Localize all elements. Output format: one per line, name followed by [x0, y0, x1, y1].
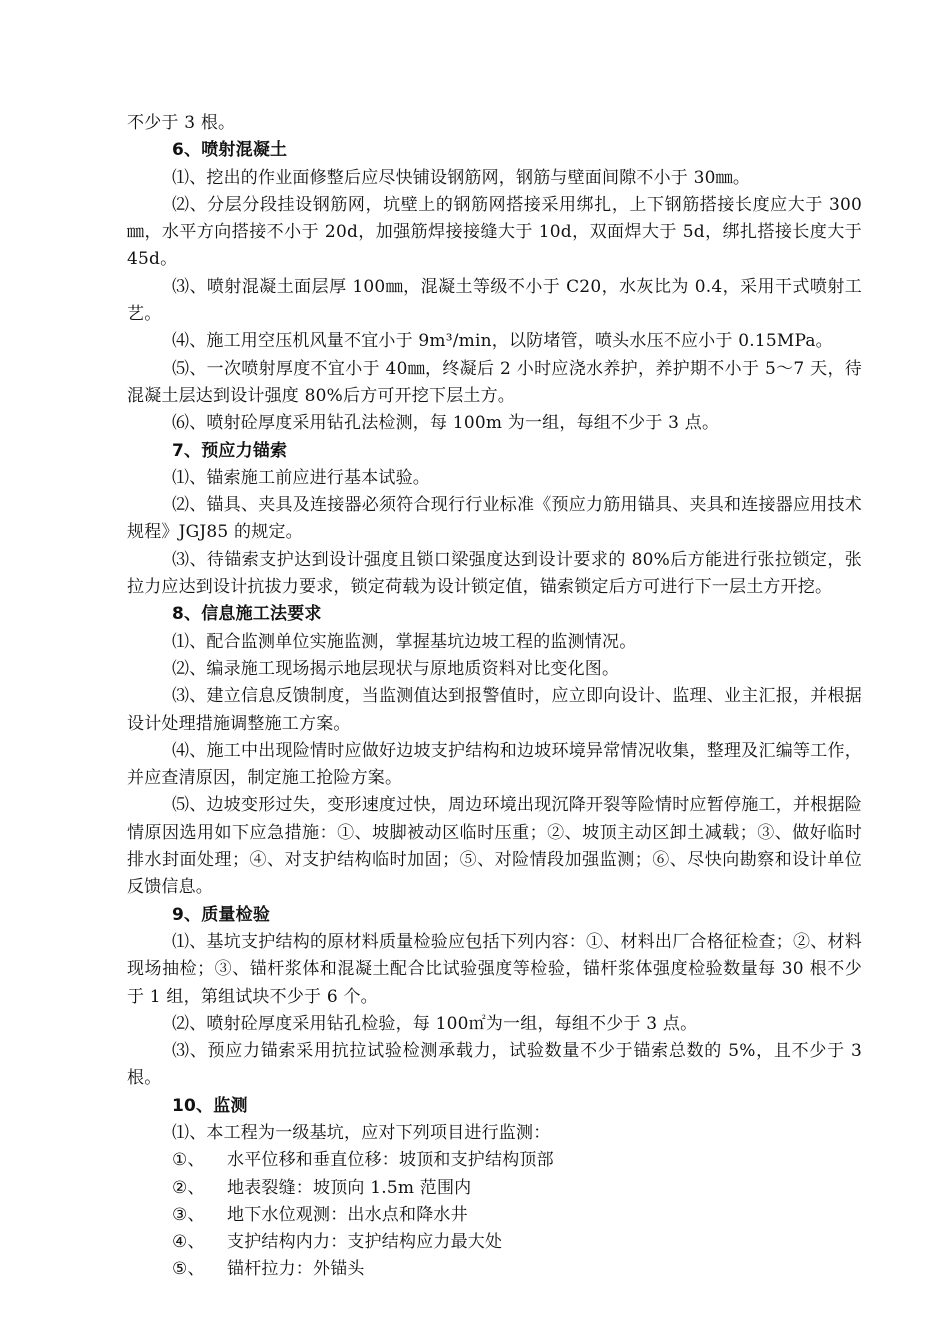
list-item-number: ③、	[172, 1204, 205, 1225]
section-heading-8: 8、信息施工法要求	[172, 604, 322, 625]
paragraph-8-1: ⑴、配合监测单位实施监测，掌握基坑边坡工程的监测情况。	[172, 631, 637, 652]
paragraph-8-4: ⑷、施工中出现险情时应做好边坡支护结构和边坡环境异常情况收集，整理及汇编等工作，并应查清原因，制定施工抢险方案。	[127, 740, 862, 789]
paragraph-9-3: ⑶、预应力锚索采用抗拉试验检测承载力，试验数量不少于锚索总数的 5%，且不少于 3 根。	[127, 1041, 862, 1089]
paragraph-8-2: ⑵、编录施工现场揭示地层现状与原地质资料对比变化图。	[172, 658, 620, 679]
list-item-number: ⑤、	[172, 1259, 205, 1280]
list-item-text: 支护结构内力：支护结构应力最大处	[227, 1232, 503, 1253]
paragraph-7-2: ⑵、锚具、夹具及连接器必须符合现行行业标准《预应力筋用锚具、夹具和连接器应用技术规程》JGJ85 的规定。	[127, 495, 862, 543]
paragraph-7-1: ⑴、锚索施工前应进行基本试验。	[172, 467, 430, 488]
section-heading-9: 9、质量检验	[172, 904, 271, 925]
list-item	[127, 1175, 862, 1202]
paragraph-6-5: ⑸、一次喷射厚度不宜小于 40㎜，终凝后 2 小时应浇水养护，养护期不小于 5～7 天，待混凝土层达到设计强度 80%后方可开挖下层土方。	[127, 358, 862, 406]
list-item-text: 锚杆拉力：外锚头	[227, 1259, 365, 1280]
paragraph-9-1: ⑴、基坑支护结构的原材料质量检验应包括下列内容：①、材料出厂合格征检查；②、材料现场抽检；③、锚杆浆体和混凝土配合比试验强度等检验，锚杆浆体强度检验数量每 30 根不少于 1 组，第组试块不少于 6 个。	[127, 931, 862, 1007]
paragraph-6-2: ⑵、分层分段挂设钢筋网，坑壁上的钢筋网搭接采用绑扎，上下钢筋搭接长度应大于 300㎜，水平方向搭接不小于 20d，加强筋焊接接缝大于 10d，双面焊大于 5d，绑扎搭接长度大于 45d。	[127, 194, 862, 270]
paragraph-6-4: ⑷、施工用空压机风量不宜小于 9m³/min，以防堵管，喷头水压不应小于 0.15MPa。	[172, 331, 833, 352]
list-item-text: 水平位移和垂直位移：坡顶和支护结构顶部	[227, 1150, 554, 1171]
list-item-number: ①、	[172, 1150, 205, 1171]
paragraph-continuation: 不少于 3 根。	[127, 113, 236, 133]
section-heading-7: 7、预应力锚索	[172, 440, 288, 461]
paragraph-9-2: ⑵、喷射砼厚度采用钻孔检验，每 100㎡为一组，每组不少于 3 点。	[172, 1013, 698, 1034]
paragraph-7-3: ⑶、待锚索支护达到设计强度且锁口梁强度达到设计要求的 80%后方能进行张拉锁定，张拉力应达到设计抗拔力要求，锁定荷载为设计锁定值，锚索锁定后方可进行下一层土方开挖。	[127, 549, 862, 598]
list-item	[127, 1229, 862, 1256]
paragraph-6-6: ⑹、喷射砼厚度采用钻孔法检测，每 100m 为一组，每组不少于 3 点。	[172, 413, 720, 434]
list-item	[127, 1202, 862, 1229]
list-item-text: 地下水位观测：出水点和降水井	[227, 1204, 468, 1225]
list-item-number: ④、	[172, 1232, 205, 1253]
section-heading-6: 6、喷射混凝土	[172, 140, 288, 161]
list-item-number: ②、	[172, 1177, 205, 1198]
list-item	[127, 1256, 862, 1283]
paragraph-8-3: ⑶、建立信息反馈制度，当监测值达到报警值时，应立即向设计、监理、业主汇报，并根据设计处理措施调整施工方案。	[127, 686, 862, 734]
list-item-text: 地表裂缝：坡顶向 1.5m 范围内	[227, 1177, 472, 1198]
list-item	[127, 1147, 862, 1174]
section-heading-10: 10、监测	[172, 1095, 248, 1116]
paragraph-6-3: ⑶、喷射混凝土面层厚 100㎜，混凝土等级不小于 C20，水灰比为 0.4，采用干式喷射工艺。	[127, 276, 862, 325]
document-page	[127, 110, 862, 1284]
paragraph-8-5: ⑸、边坡变形过失，变形速度过快，周边环境出现沉降开裂等险情时应暂停施工，并根据险情原因选用如下应急措施：①、坡脚被动区临时压重；②、坡顶主动区卸土减载；③、做好临时排水封面处理；④、对支护结构临时加固；⑤、对险情段加强监测；⑥、尽快向勘察和设计单位反馈信息。	[127, 795, 862, 898]
paragraph-10-1: ⑴、本工程为一级基坑，应对下列项目进行监测：	[172, 1122, 551, 1143]
paragraph-6-1: ⑴、挖出的作业面修整后应尽快铺设钢筋网，钢筋与壁面间隙不小于 30㎜。	[172, 167, 751, 188]
